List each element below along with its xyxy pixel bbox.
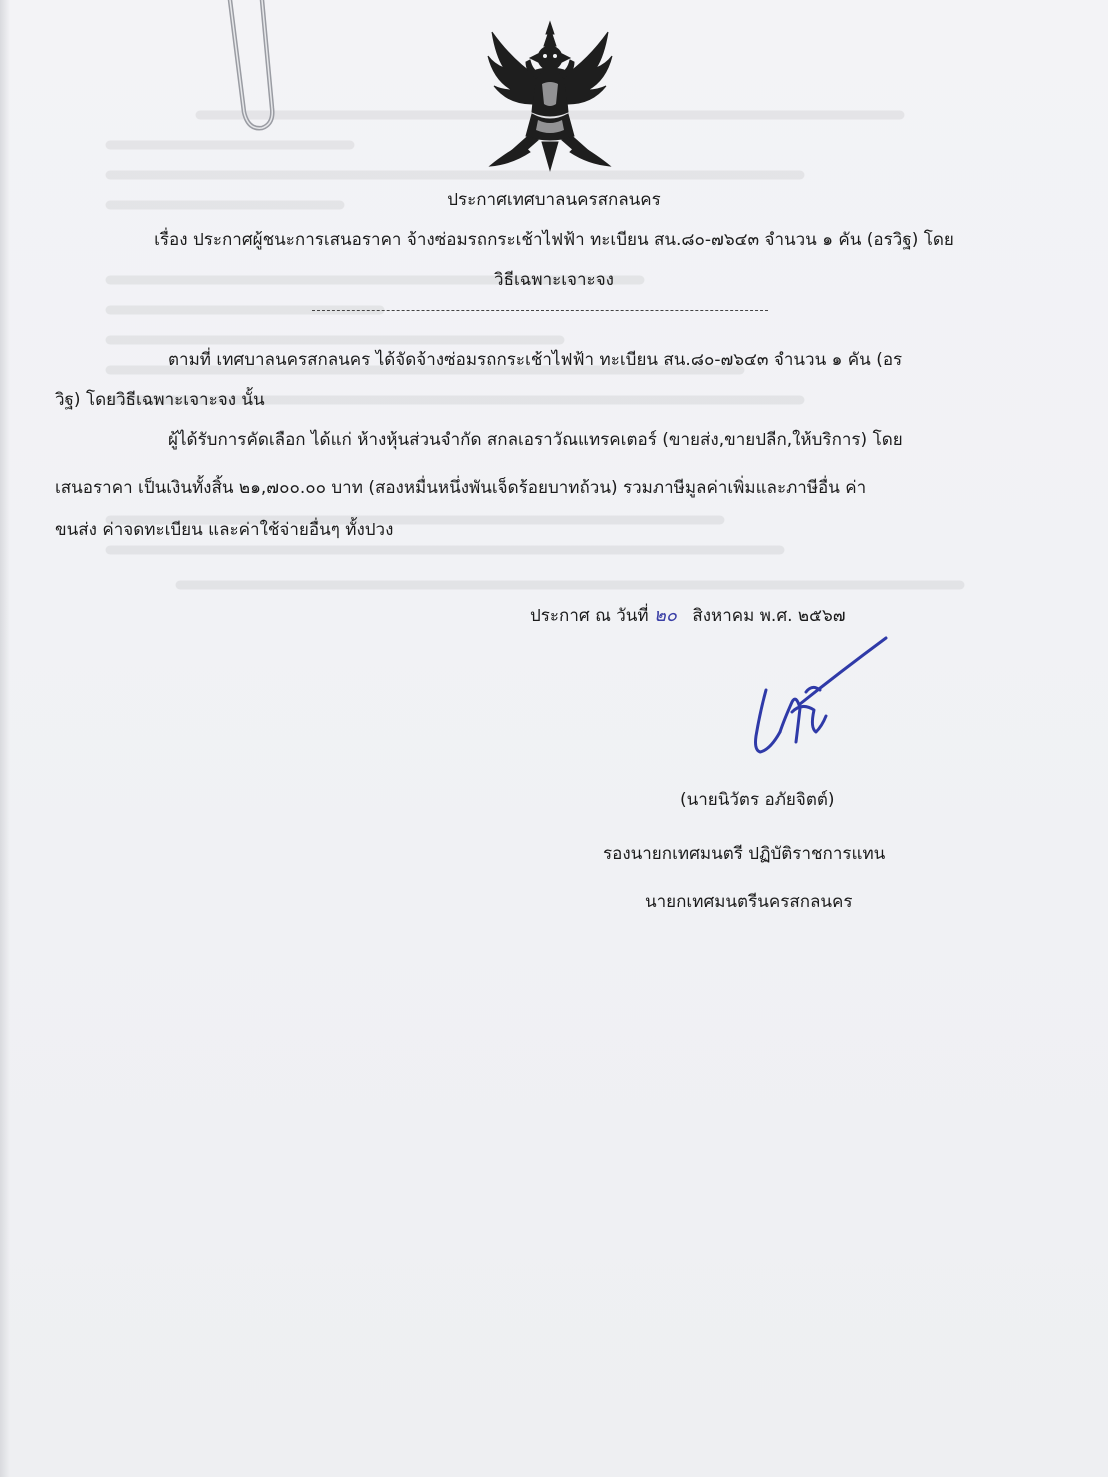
date-day-handwritten: ๒๐ (654, 605, 677, 626)
signatory-name: (นายนิวัตร อภัยจิตต์) (680, 790, 835, 810)
paragraph-2-line-1: ผู้ได้รับการคัดเลือก ได้แก่ ห้างหุ้นส่วนจำกัด สกลเอราวัณแทรคเตอร์ (ขายส่ง,ขายปลีก,ให้บริการ) โดย (168, 430, 903, 450)
page-edge-shadow (0, 0, 10, 1477)
garuda-emblem-icon (482, 20, 618, 172)
paragraph-1-line-2: วิฐ) โดยวิธีเฉพาะเจาะจง นั้น (55, 390, 265, 410)
date-prefix: ประกาศ ณ วันที่ (530, 606, 649, 626)
paragraph-1-line-1: ตามที่ เทศบาลนครสกลนคร ได้จัดจ้างซ่อมรถกระเช้าไฟฟ้า ทะเบียน สน.๘๐-๗๖๔๓ จำนวน ๑ คัน (อร (168, 350, 903, 370)
paragraph-2-line-3: ขนส่ง ค่าจดทะเบียน และค่าใช้จ่ายอื่นๆ ทั้งปวง (55, 520, 394, 540)
handwritten-signature (740, 632, 920, 762)
paperclip-icon (222, 0, 282, 135)
date-month-year: สิงหาคม พ.ศ. ๒๕๖๗ (692, 606, 846, 626)
signatory-position-2: นายกเทศมนตรีนครสกลนคร (645, 892, 853, 912)
signatory-position-1: รองนายกเทศมนตรี ปฏิบัติราชการแทน (603, 844, 886, 864)
issuer-title: ประกาศเทศบาลนครสกลนคร (447, 190, 661, 210)
paragraph-2-line-2: เสนอราคา เป็นเงินทั้งสิ้น ๒๑,๗๐๐.๐๐ บาท (สองหมื่นหนึ่งพันเจ็ดร้อยบาทถ้วน) รวมภาษีมูลค่าเพิ่มและภาษีอื่น ค่า (55, 478, 867, 498)
announcement-date (530, 604, 846, 628)
header-divider (312, 310, 768, 311)
subject-line-1: เรื่อง ประกาศผู้ชนะการเสนอราคา จ้างซ่อมรถกระเช้าไฟฟ้า ทะเบียน สน.๘๐-๗๖๔๓ จำนวน ๑ คัน (อรวิฐ) โดย (154, 230, 954, 250)
subject-line-2: วิธีเฉพาะเจาะจง (494, 270, 614, 290)
